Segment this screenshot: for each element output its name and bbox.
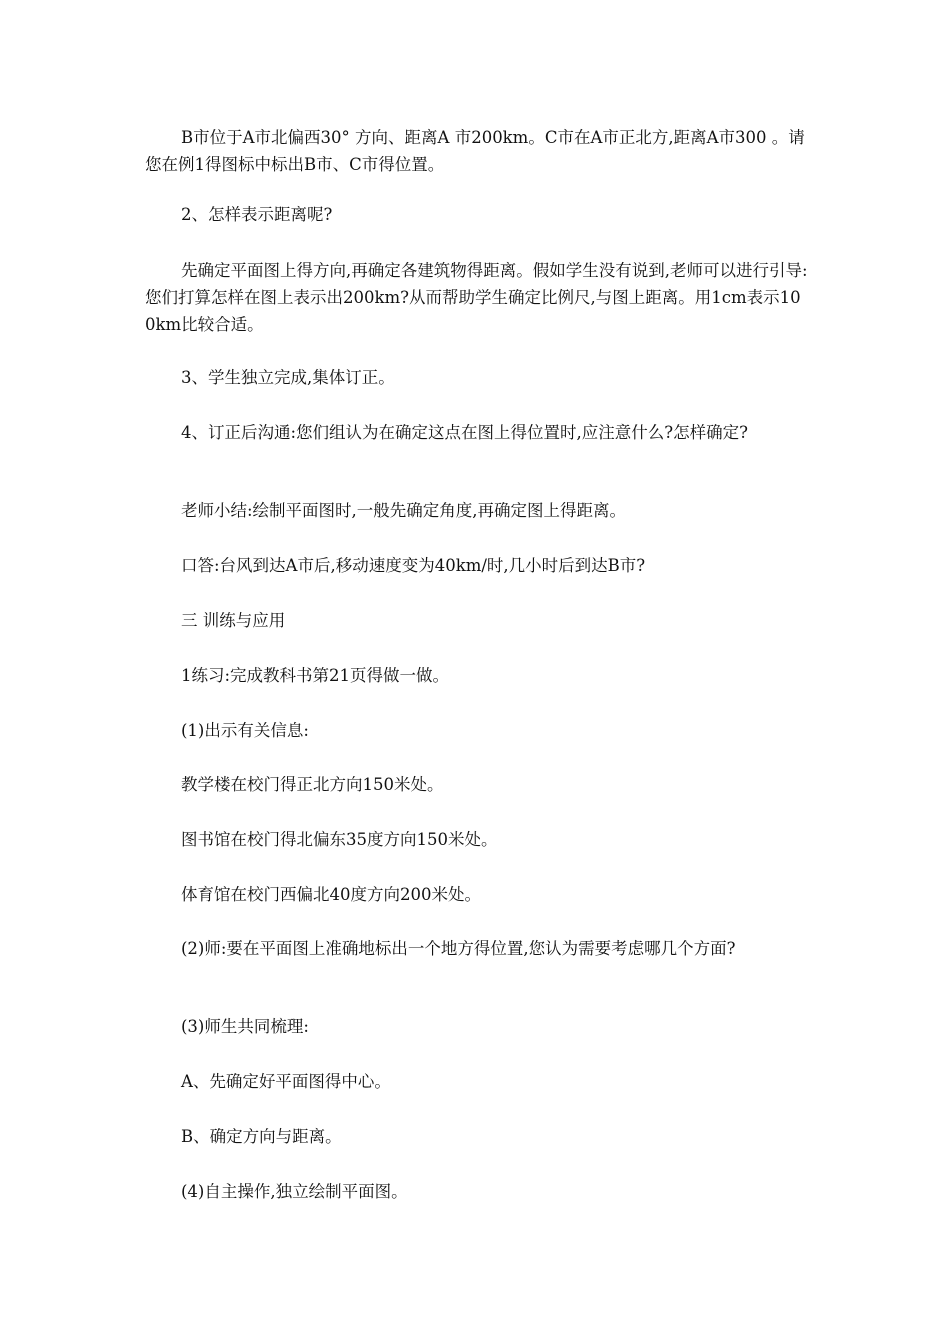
paragraph-independent-completion: 3、学生独立完成,集体订正。 xyxy=(181,368,395,387)
paragraph-self-operation: (4)自主操作,独立绘制平面图。 xyxy=(181,1182,408,1201)
paragraph-determine-direction-first: 先确定平面图上得方向,再确定各建筑物得距离。假如学生没有说到,老师可以进行引导:您们打算怎样在图上表示出200km?从而帮助学生确定比例尺,与图上距离。用1cm表示100km比较合适。 xyxy=(145,261,808,334)
paragraph-exercise-1: 1练习:完成教科书第21页得做一做。 xyxy=(181,666,450,685)
paragraph-step-b: B、确定方向与距离。 xyxy=(181,1127,342,1146)
paragraph-correction-discussion: 4、订正后沟通:您们组认为在确定这点在图上得位置时,应注意什么?怎样确定? xyxy=(181,423,748,442)
paragraph-gymnasium: 体育馆在校门西偏北40度方向200米处。 xyxy=(181,885,481,904)
paragraph-teacher-question: (2)师:要在平面图上准确地标出一个地方得位置,您认为需要考虑哪几个方面? xyxy=(181,939,736,958)
paragraph-step-a: A、先确定好平面图得中心。 xyxy=(181,1072,391,1091)
paragraph-show-info: (1)出示有关信息: xyxy=(181,721,309,740)
section-heading-practice: 三 训练与应用 xyxy=(181,611,286,630)
paragraph-joint-summary: (3)师生共同梳理: xyxy=(181,1017,309,1036)
paragraph-b-c-city-positions: B市位于A市北偏西30° 方向、距离A 市200km。C市在A市正北方,距离A市300 。请您在例1得图标中标出B市、C市得位置。 xyxy=(145,128,805,174)
paragraph-oral-answer: 口答:台风到达A市后,移动速度变为40km/时,几小时后到达B市? xyxy=(181,556,646,575)
paragraph-how-to-show-distance: 2、怎样表示距离呢? xyxy=(181,205,333,224)
paragraph-teacher-summary: 老师小结:绘制平面图时,一般先确定角度,再确定图上得距离。 xyxy=(181,501,627,520)
paragraph-library: 图书馆在校门得北偏东35度方向150米处。 xyxy=(181,830,498,849)
paragraph-teaching-building: 教学楼在校门得正北方向150米处。 xyxy=(181,775,444,794)
